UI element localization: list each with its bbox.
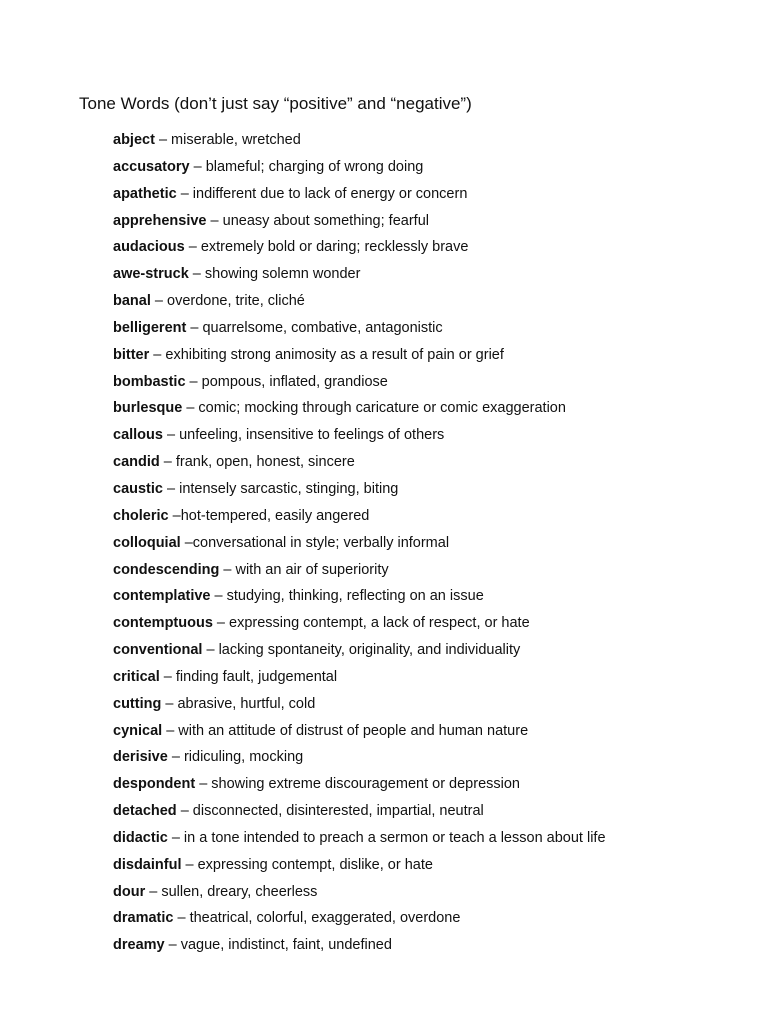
entry-separator: – [173,910,190,927]
entry-separator: – [162,722,179,739]
tone-word-term: candid [113,454,160,471]
tone-word-entry [113,775,606,802]
tone-word-term: bombastic [113,373,186,390]
entry-separator: – [168,507,181,524]
tone-word-term: dreamy [113,937,165,954]
tone-word-definition: sullen, dreary, cheerless [161,883,318,900]
entry-separator: – [181,856,198,873]
tone-word-definition: frank, open, honest, sincere [175,454,355,471]
tone-word-definition: with an air of superiority [235,561,389,578]
tone-word-entry [113,561,606,588]
tone-word-entry [113,158,606,185]
entry-separator: – [167,829,184,846]
tone-word-entry [113,587,606,614]
entry-separator: – [202,642,219,659]
tone-word-entry [113,426,606,453]
tone-word-term: didactic [113,829,168,846]
entry-separator: – [188,266,205,283]
tone-word-entry [113,856,606,883]
tone-word-entry [113,319,606,346]
tone-word-entry [113,748,606,775]
tone-word-definition: expressing contempt, a lack of respect, or hate [229,615,530,632]
tone-word-entry [113,722,606,749]
tone-word-term: colloquial [113,534,181,551]
tone-word-definition: showing solemn wonder [204,266,361,283]
tone-word-entry [113,399,606,426]
tone-word-definition: finding fault, judgemental [175,668,338,685]
tone-word-entry [113,829,606,856]
entry-separator: – [185,373,202,390]
tone-word-entry [113,265,606,292]
tone-word-definition: lacking spontaneity, originality, and individuality [218,642,521,659]
tone-word-definition: overdone, trite, cliché [167,293,305,310]
entry-separator: – [186,319,203,336]
tone-word-term: abject [113,132,155,148]
tone-word-term: derisive [113,749,168,766]
tone-word-definition: disconnected, disinterested, impartial, neutral [192,803,484,820]
tone-word-definition: miserable, wretched [171,132,301,148]
tone-word-definition: indifferent due to lack of energy or concern [192,185,468,202]
entry-separator: – [195,776,212,793]
tone-word-term: disdainful [113,856,182,873]
tone-word-definition: ridiculing, mocking [183,749,304,766]
entry-separator: – [167,749,184,766]
tone-word-term: banal [113,293,151,310]
tone-word-term: cutting [113,695,162,712]
tone-word-definition: abrasive, hurtful, cold [177,695,316,712]
tone-word-definition: conversational in style; verbally informal [192,534,450,551]
entry-separator: – [189,158,206,175]
tone-word-entry [113,614,606,641]
tone-word-term: apprehensive [113,212,207,229]
entry-separator: – [162,480,180,497]
tone-word-definition: pompous, inflated, grandiose [201,373,388,390]
tone-word-entry [113,909,606,936]
tone-word-term: belligerent [113,319,187,336]
tone-word-term: dramatic [113,910,174,927]
tone-word-term: accusatory [113,158,190,175]
entry-separator: – [164,937,181,954]
tone-word-term: critical [113,668,160,685]
entry-separator: – [149,346,166,363]
tone-word-term: condescending [113,561,220,578]
tone-word-entry [113,238,606,265]
tone-word-definition: in a tone intended to preach a sermon or teach a lesson about life [183,829,606,846]
tone-word-entry [113,373,606,400]
tone-word-entry [113,185,606,212]
tone-word-term: caustic [113,480,163,497]
entry-separator: – [219,561,236,578]
tone-word-term: conventional [113,642,203,659]
entry-separator: – [210,588,227,605]
tone-word-entry [113,695,606,722]
tone-word-term: awe-struck [113,266,189,283]
tone-word-definition: showing extreme discouragement or depression [211,776,520,793]
entry-separator: – [154,132,172,148]
tone-word-definition: expressing contempt, dislike, or hate [197,856,433,873]
tone-word-entry [113,936,606,963]
entry-separator: – [212,615,230,632]
tone-word-term: callous [113,427,163,444]
entry-separator: – [182,400,199,417]
tone-word-entry [113,292,606,319]
entry-separator: – [159,454,176,471]
entry-separator: – [176,803,193,820]
tone-word-definition: hot-tempered, easily angered [180,507,370,524]
tone-word-entry [113,668,606,695]
tone-word-definition: theatrical, colorful, exaggerated, overdone [189,910,461,927]
tone-word-entry [113,883,606,910]
tone-word-entry [113,453,606,480]
tone-word-entry [113,212,606,239]
tone-word-definition: extremely bold or daring; recklessly brave [200,239,469,256]
tone-word-term: despondent [113,776,196,793]
tone-word-term: burlesque [113,400,183,417]
tone-word-definition: intensely sarcastic, stinging, biting [179,480,399,497]
entry-separator: – [206,212,223,229]
tone-word-term: contemptuous [113,615,213,632]
tone-word-definition: studying, thinking, reflecting on an issue [226,588,484,605]
tone-word-entry [113,641,606,668]
entry-separator: – [159,668,176,685]
tone-word-entry [113,802,606,829]
entry-separator: – [145,883,162,900]
tone-word-definition: comic; mocking through caricature or comic exaggeration [198,400,566,417]
entry-separator: – [180,534,193,551]
tone-word-definition: quarrelsome, combative, antagonistic [202,319,443,336]
tone-word-entry [113,534,606,561]
tone-word-entry [113,346,606,373]
tone-word-entry [113,131,606,158]
tone-word-definition: uneasy about something; fearful [222,212,429,229]
tone-word-definition: unfeeling, insensitive to feelings of others [179,427,445,444]
tone-word-term: detached [113,803,177,820]
tone-word-entry [113,480,606,507]
tone-word-term: choleric [113,507,169,524]
entry-separator: – [161,695,178,712]
tone-word-term: cynical [113,722,163,739]
tone-word-list [113,131,606,963]
tone-word-term: bitter [113,346,150,363]
entry-separator: – [176,185,193,202]
entry-separator: – [184,239,201,256]
tone-word-term: dour [113,883,146,900]
tone-word-term: audacious [113,239,185,256]
tone-word-definition: vague, indistinct, faint, undefined [180,937,392,954]
entry-separator: – [150,293,167,310]
tone-word-definition: exhibiting strong animosity as a result of pain or grief [165,346,504,363]
tone-word-definition: blameful; charging of wrong doing [205,158,424,175]
tone-word-definition: with an attitude of distrust of people and human nature [178,722,529,739]
tone-word-entry [113,507,606,534]
document-title: Tone Words (don’t just say “positive” and “negative”) [79,94,472,113]
tone-word-term: apathetic [113,185,177,202]
tone-word-term: contemplative [113,588,211,605]
entry-separator: – [162,427,180,444]
